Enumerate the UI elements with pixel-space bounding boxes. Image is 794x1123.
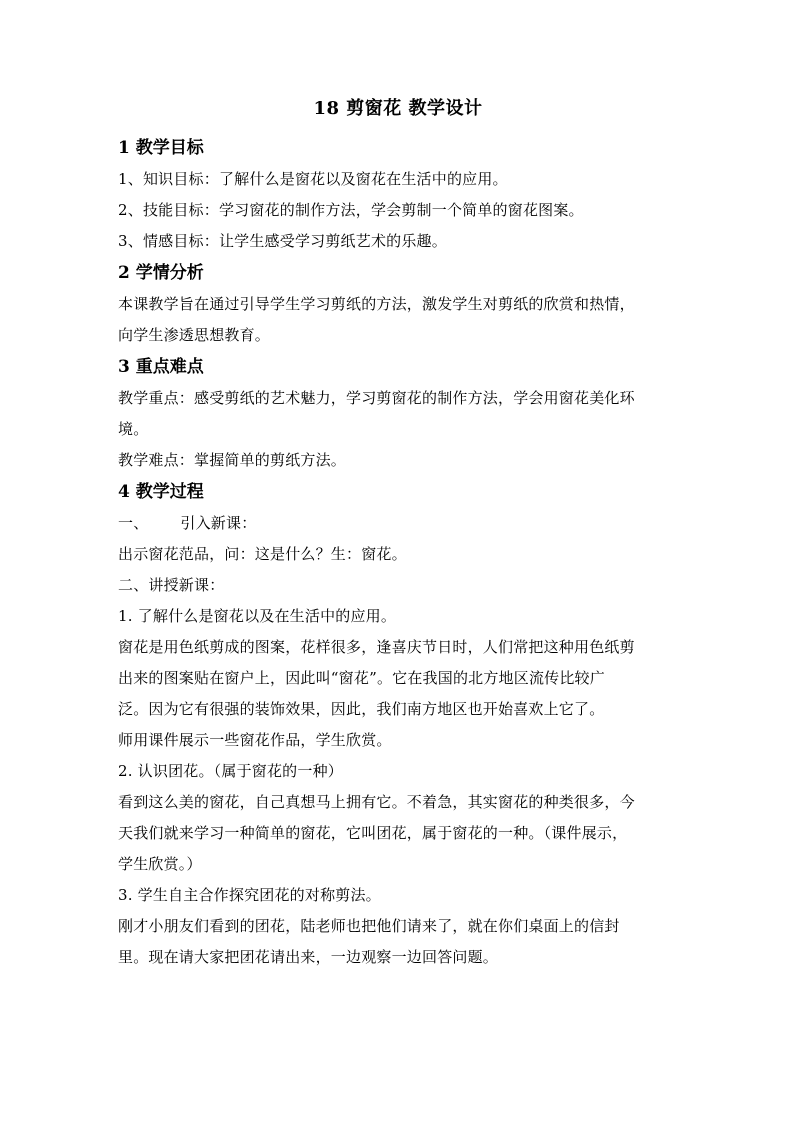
section-heading-analysis: 2 学情分析 [118,263,204,283]
goal-skill: 2、技能目标：学习窗花的制作方法，学会剪制一个简单的窗花图案。 [118,201,584,219]
process-step-1-number: 一、 [118,514,149,532]
process-line: 里。现在请大家把团花请出来，一边观察一边回答问题。 [118,948,499,966]
process-line: 3. 学生自主合作探究团花的对称剪法。 [118,886,381,904]
process-line: 二、讲授新课： [118,576,225,594]
section-heading-key-points: 3 重点难点 [118,357,204,377]
key-point-line-2: 境。 [118,420,149,438]
process-line: 天我们就来学习一种简单的窗花，它叫团花，属于窗花的一种。（课件展示， [118,824,628,842]
key-point-line-1: 教学重点：感受剪纸的艺术魅力，学习剪窗花的制作方法，学会用窗花美化环 [118,389,635,407]
process-line: 2. 认识团花。（属于窗花的一种） [118,762,343,780]
process-line: 学生欣赏。） [118,855,202,873]
goal-emotion: 3、情感目标：让学生感受学习剪纸艺术的乐趣。 [118,232,447,250]
goal-knowledge: 1、知识目标：了解什么是窗花以及窗花在生活中的应用。 [118,170,508,188]
section-heading-process: 4 教学过程 [118,482,204,502]
process-line: 窗花是用色纸剪成的图案，花样很多，逢喜庆节日时，人们常把这种用色纸剪 [118,638,635,656]
document-page [118,92,678,973]
process-line: 出示窗花范品，问：这是什么？生：窗花。 [118,545,407,563]
section-heading-goals: 1 教学目标 [118,138,204,158]
process-line: 师用课件展示一些窗花作品，学生欣赏。 [118,731,392,749]
analysis-line-1: 本课教学旨在通过引导学生学习剪纸的方法，激发学生对剪纸的欣赏和热情， [118,295,635,313]
process-line: 泛。因为它有很强的装饰效果，因此，我们南方地区也开始喜欢上它了。 [118,700,605,718]
process-line: 看到这么美的窗花，自己真想马上拥有它。不着急，其实窗花的种类很多，今 [118,793,635,811]
process-step-1-text: 引入新课： [180,514,257,532]
process-step-1 [118,508,678,539]
process-line: 出来的图案贴在窗户上，因此叫“窗花”。它在我国的北方地区流传比较广 [118,669,605,687]
process-line: 1. 了解什么是窗花以及在生活中的应用。 [118,607,397,625]
difficulty-line: 教学难点：掌握简单的剪纸方法。 [118,451,347,469]
document-title: 18 剪窗花 教学设计 [313,98,483,119]
process-line: 刚才小朋友们看到的团花，陆老师也把他们请来了，就在你们桌面上的信封 [118,917,620,935]
analysis-line-2: 向学生渗透思想教育。 [118,326,271,344]
